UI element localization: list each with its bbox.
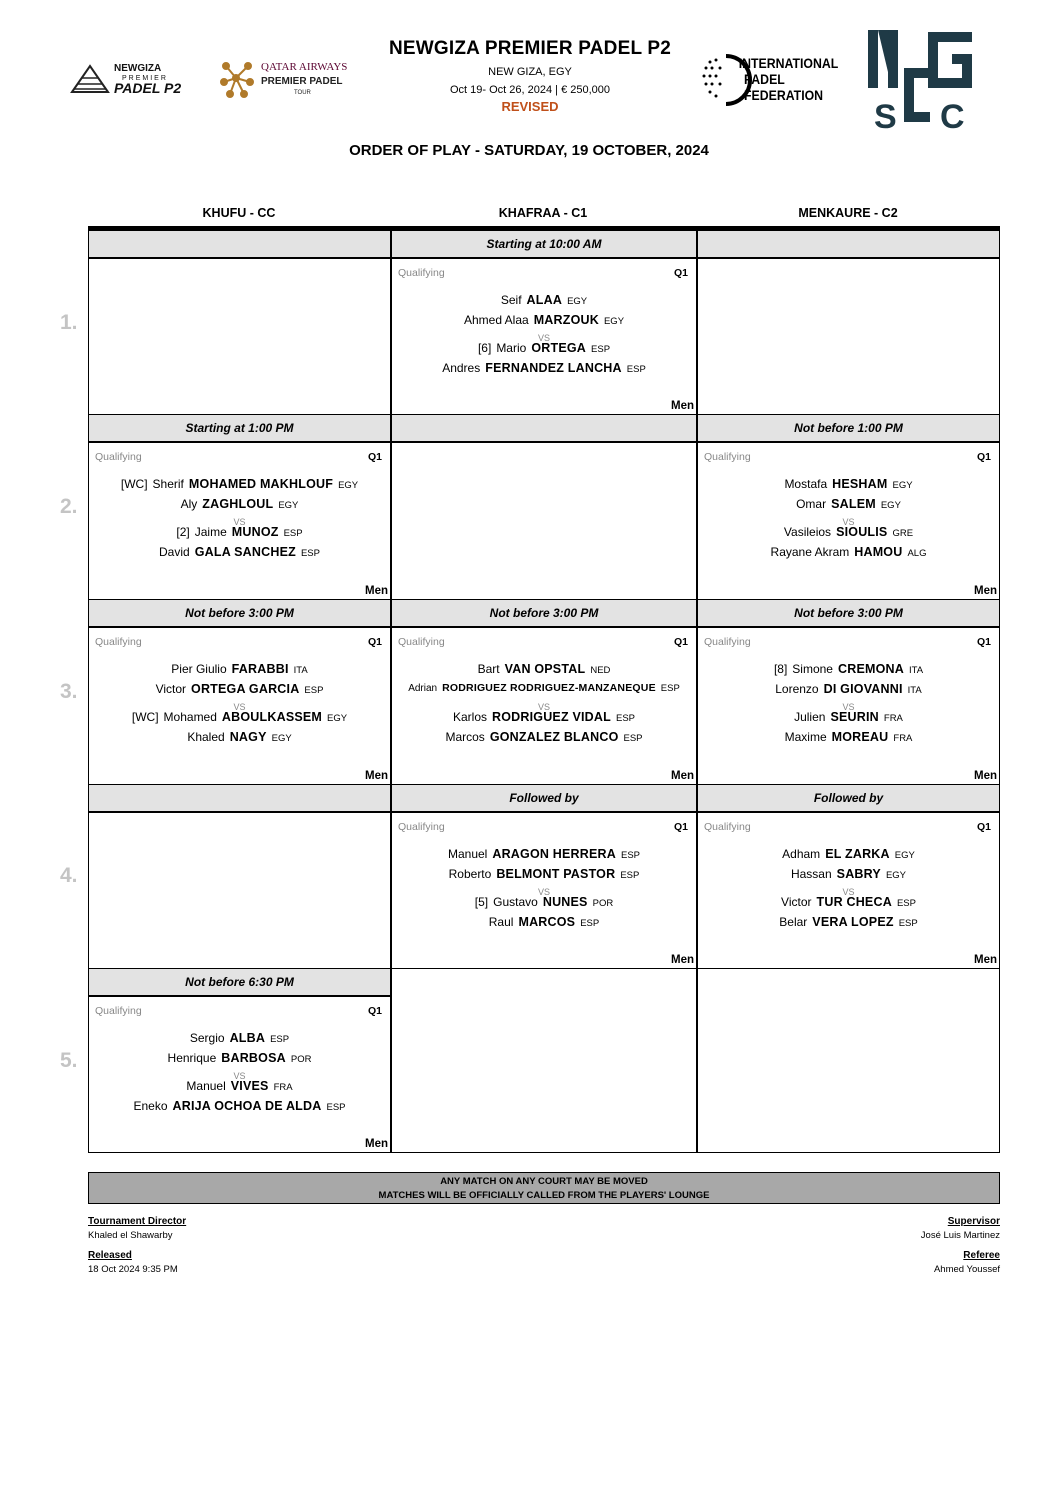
player-row: [698, 545, 999, 559]
title-block: [340, 38, 720, 114]
player-first-name: Mostafa: [784, 477, 828, 491]
released-value: 18 Oct 2024 9:35 PM: [88, 1264, 178, 1275]
qa-logo-line1: QATAR AIRWAYS: [261, 61, 348, 73]
row-number: 5.: [60, 1049, 78, 1072]
player-nationality: ESP: [898, 918, 918, 929]
player-row: [698, 867, 999, 881]
player-first-name: Manuel: [186, 1079, 226, 1093]
player-nationality: EGY: [271, 733, 292, 744]
player-last-name: HAMOU: [854, 545, 903, 559]
versus-label: VS: [537, 887, 550, 897]
empty-slot: [697, 968, 1000, 1153]
time-bar: Followed by: [697, 784, 1000, 813]
player-first-name: Gustavo: [493, 895, 538, 909]
player-last-name: MUNOZ: [231, 525, 279, 539]
round-label: Q1: [367, 451, 382, 463]
versus-label: VS: [233, 517, 246, 527]
svg-text:S: S: [874, 98, 897, 132]
player-nationality: FRA: [883, 713, 903, 724]
category-label: Men: [974, 770, 997, 782]
empty-slot: [391, 968, 697, 1153]
round-label: Q1: [976, 451, 991, 463]
player-first-name: Simone: [792, 662, 833, 676]
player-row: [392, 710, 696, 724]
category-label: Men: [671, 400, 694, 412]
player-last-name: FERNANDEZ LANCHA: [485, 361, 622, 375]
category-label: Men: [974, 585, 997, 597]
qualifying-label: Qualifying: [704, 451, 751, 463]
player-first-name: Manuel: [447, 847, 488, 861]
versus-label: VS: [842, 887, 855, 897]
player-first-name: Eneko: [133, 1099, 168, 1113]
player-last-name: SIOULIS: [836, 525, 888, 539]
player-nationality: ESP: [623, 733, 643, 744]
p2-logo-line1: NEWGIZA: [114, 63, 162, 74]
referee-name: Ahmed Youssef: [933, 1264, 1000, 1275]
player-first-name: David: [159, 545, 190, 559]
player-last-name: BARBOSA: [221, 1051, 286, 1065]
player-row: [698, 477, 999, 491]
category-label: Men: [365, 770, 388, 782]
player-last-name: HESHAM: [832, 477, 888, 491]
player-first-name: Raul: [488, 915, 514, 929]
empty-slot: [391, 442, 697, 600]
player-last-name: GONZALEZ BLANCO: [489, 730, 619, 744]
player-nationality: ESP: [896, 898, 916, 909]
player-seed: [8]: [773, 662, 788, 676]
time-bar: [88, 784, 391, 813]
player-row: [698, 895, 999, 909]
time-bar: [88, 230, 391, 259]
time-bar: Not before 3:00 PM: [697, 599, 1000, 628]
revised-badge: REVISED: [501, 99, 559, 114]
player-nationality: ESP: [660, 683, 680, 694]
player-last-name: BELMONT PASTOR: [496, 867, 616, 881]
time-bar: Starting at 10:00 AM: [391, 230, 697, 259]
player-last-name: ORTEGA: [531, 341, 587, 355]
player-first-name: Hassan: [790, 867, 832, 881]
player-last-name: DI GIOVANNI: [823, 682, 903, 696]
category-label: Men: [671, 770, 694, 782]
player-row: [392, 313, 696, 327]
player-last-name: ALBA: [229, 1031, 266, 1045]
player-row: [89, 1031, 390, 1045]
qualifying-label: Qualifying: [704, 821, 751, 833]
player-seed: [2]: [176, 525, 190, 539]
player-first-name: Maxime: [784, 730, 827, 744]
qualifying-label: Qualifying: [95, 1005, 142, 1017]
player-first-name: Belar: [779, 915, 808, 929]
supervisor-label: Supervisor: [947, 1216, 1000, 1227]
player-nationality: ESP: [591, 344, 611, 355]
match-card[interactable]: [697, 442, 1000, 600]
player-row: [89, 497, 390, 511]
player-last-name: ARIJA OCHOA DE ALDA: [172, 1099, 322, 1113]
qualifying-label: Qualifying: [398, 636, 445, 648]
player-nationality: EGY: [338, 480, 359, 491]
player-row: [392, 682, 696, 694]
player-nationality: ITA: [907, 685, 922, 696]
player-seed: [WC]: [120, 477, 148, 491]
ipf-logo-line3: FEDERATION: [744, 87, 824, 104]
match-card[interactable]: [391, 258, 697, 415]
p2-logo-line3: PADEL P2: [114, 80, 182, 96]
player-last-name: NAGY: [229, 730, 267, 744]
versus-label: VS: [842, 517, 855, 527]
empty-slot: [697, 258, 1000, 415]
player-nationality: POR: [592, 898, 614, 909]
supervisor-name: José Luis Martinez: [920, 1230, 1000, 1241]
player-nationality: ESP: [620, 870, 640, 881]
svg-text:C: C: [940, 98, 965, 132]
time-bar: Not before 3:00 PM: [88, 599, 391, 628]
player-last-name: CREMONA: [837, 662, 904, 676]
player-nationality: EGY: [894, 850, 915, 861]
player-first-name: Bart: [477, 662, 500, 676]
player-nationality: POR: [290, 1054, 312, 1065]
player-last-name: MOHAMED MAKHLOUF: [188, 477, 334, 491]
player-first-name: Adrian: [408, 683, 438, 694]
versus-label: VS: [842, 702, 855, 712]
qualifying-label: Qualifying: [95, 451, 142, 463]
row-number: 2.: [60, 495, 78, 518]
player-last-name: VAN OPSTAL: [504, 662, 586, 676]
player-first-name: Karlos: [452, 710, 487, 724]
player-row: [392, 730, 696, 744]
row-number: 4.: [60, 864, 78, 887]
match-card[interactable]: [88, 627, 391, 785]
match-card[interactable]: [88, 442, 391, 600]
match-card[interactable]: [391, 812, 697, 969]
player-first-name: Vasileios: [783, 525, 832, 539]
qualifying-label: Qualifying: [95, 636, 142, 648]
player-first-name: Mohamed: [163, 710, 217, 724]
ipf-logo-line2: PADEL: [744, 71, 785, 88]
player-row: [698, 662, 999, 676]
player-first-name: Jaime: [194, 525, 227, 539]
player-first-name: Roberto: [448, 867, 492, 881]
versus-label: VS: [537, 702, 550, 712]
match-card[interactable]: [88, 996, 391, 1153]
player-row: [89, 1079, 390, 1093]
versus-label: VS: [233, 702, 246, 712]
player-row: [89, 477, 390, 491]
empty-slot: [88, 258, 391, 415]
qatar-premier-padel-logo: [218, 58, 358, 98]
player-nationality: ESP: [300, 548, 320, 559]
player-last-name: MARZOUK: [533, 313, 599, 327]
court-header: KHAFRAA - C1: [498, 206, 588, 220]
player-row: [698, 730, 999, 744]
player-nationality: ESP: [326, 1102, 346, 1113]
player-nationality: GRE: [892, 528, 914, 539]
referee-label: Referee: [963, 1250, 1000, 1261]
qualifying-label: Qualifying: [704, 636, 751, 648]
court-headers: [88, 206, 1000, 228]
player-seed: [5]: [474, 895, 489, 909]
supervisor: [921, 1216, 1000, 1241]
round-label: Q1: [367, 1005, 382, 1017]
qa-logo-line2: PREMIER PADEL: [261, 76, 343, 87]
row-number: 1.: [60, 311, 78, 334]
player-row: [392, 361, 696, 375]
player-nationality: ESP: [304, 685, 324, 696]
time-bar: Followed by: [391, 784, 697, 813]
player-row: [698, 682, 999, 696]
player-nationality: EGY: [567, 296, 588, 307]
p2-logo-line2: PREMIER: [122, 75, 168, 82]
time-bar: [391, 414, 697, 443]
player-seed: [6]: [477, 341, 492, 355]
player-last-name: NUNES: [542, 895, 588, 909]
director-label: Tournament Director: [88, 1216, 187, 1227]
ipf-logo-line1: INTERNATIONAL: [738, 55, 839, 72]
player-nationality: ESP: [283, 528, 303, 539]
released-info: [88, 1250, 178, 1275]
player-nationality: FRA: [893, 733, 913, 744]
time-bar: Not before 6:30 PM: [88, 968, 391, 997]
player-nationality: ESP: [620, 850, 640, 861]
player-row: [89, 682, 390, 696]
empty-slot: [88, 812, 391, 969]
ngsc-logo: [866, 28, 976, 132]
round-label: Q1: [673, 636, 688, 648]
player-first-name: Mario: [496, 341, 527, 355]
player-first-name: Lorenzo: [775, 682, 819, 696]
category-label: Men: [365, 585, 388, 597]
court-header: MENKAURE - C2: [798, 206, 898, 220]
player-last-name: SABRY: [836, 867, 881, 881]
time-bar: [697, 230, 1000, 259]
player-nationality: EGY: [892, 480, 913, 491]
player-last-name: ABOULKASSEM: [221, 710, 323, 724]
player-row: [698, 497, 999, 511]
director-name: Khaled el Shawarby: [88, 1230, 173, 1241]
player-nationality: NED: [590, 665, 611, 676]
player-seed: [WC]: [131, 710, 159, 724]
player-nationality: ESP: [615, 713, 635, 724]
time-bar: Starting at 1:00 PM: [88, 414, 391, 443]
notice-line: ANY MATCH ON ANY COURT MAY BE MOVED: [440, 1176, 648, 1187]
ipf-logo: [700, 50, 845, 108]
player-last-name: ZAGHLOUL: [202, 497, 274, 511]
player-first-name: Pier Giulio: [171, 662, 227, 676]
player-first-name: Aly: [180, 497, 198, 511]
player-nationality: ITA: [293, 665, 308, 676]
player-first-name: Victor: [155, 682, 187, 696]
match-card[interactable]: [697, 812, 1000, 969]
player-nationality: ITA: [908, 665, 924, 676]
round-label: Q1: [673, 821, 688, 833]
notice-line: MATCHES WILL BE OFFICIALLY CALLED FROM THE PLAYERS' LOUNGE: [378, 1190, 710, 1201]
notice-banner: [88, 1172, 1000, 1204]
player-first-name: Henrique: [167, 1051, 217, 1065]
versus-label: VS: [537, 333, 550, 343]
player-last-name: ARAGON HERRERA: [492, 847, 616, 861]
player-first-name: Andres: [442, 361, 481, 375]
match-card[interactable]: [391, 627, 697, 785]
tournament-title: NEWGIZA PREMIER PADEL P2: [388, 38, 672, 59]
player-row: [89, 1099, 390, 1113]
player-last-name: ORTEGA GARCIA: [191, 682, 300, 696]
player-last-name: MARCOS: [518, 915, 576, 929]
player-nationality: ESP: [580, 918, 600, 929]
match-card[interactable]: [697, 627, 1000, 785]
round-label: Q1: [976, 821, 991, 833]
header: [0, 0, 1058, 140]
player-row: [392, 662, 696, 676]
round-label: Q1: [976, 636, 991, 648]
player-row: [392, 341, 696, 355]
player-first-name: Sergio: [189, 1031, 225, 1045]
player-nationality: EGY: [278, 500, 299, 511]
category-label: Men: [974, 954, 997, 966]
time-bar: Not before 1:00 PM: [697, 414, 1000, 443]
player-row: [392, 847, 696, 861]
player-row: [89, 525, 390, 539]
qualifying-label: Qualifying: [398, 821, 445, 833]
player-first-name: Marcos: [445, 730, 485, 744]
player-row: [698, 710, 999, 724]
player-first-name: Seif: [500, 293, 522, 307]
player-last-name: TUR CHECA: [816, 895, 892, 909]
player-last-name: SALEM: [831, 497, 876, 511]
released-label: Released: [88, 1250, 132, 1261]
qualifying-label: Qualifying: [398, 267, 445, 279]
player-nationality: EGY: [885, 870, 907, 881]
player-first-name: Ahmed Alaa: [463, 313, 529, 327]
player-row: [89, 730, 390, 744]
row-number: 3.: [60, 680, 78, 703]
player-nationality: EGY: [880, 500, 901, 511]
versus-label: VS: [233, 1071, 246, 1081]
player-last-name: MOREAU: [831, 730, 889, 744]
newgiza-p2-logo: [70, 60, 212, 98]
qa-logo-line3: TOUR: [294, 90, 311, 96]
player-last-name: RODRIGUEZ VIDAL: [492, 710, 611, 724]
player-nationality: EGY: [603, 316, 625, 327]
player-nationality: FRA: [273, 1082, 293, 1093]
round-label: Q1: [367, 636, 382, 648]
player-first-name: Omar: [796, 497, 827, 511]
tournament-director: [88, 1216, 186, 1241]
player-first-name: Adham: [782, 847, 821, 861]
player-last-name: SEURIN: [830, 710, 879, 724]
player-first-name: Victor: [781, 895, 812, 909]
player-last-name: FARABBI: [231, 662, 289, 676]
player-first-name: Sherif: [152, 477, 184, 491]
player-row: [89, 662, 390, 676]
player-first-name: Julien: [794, 710, 826, 724]
player-last-name: VERA LOPEZ: [812, 915, 894, 929]
player-last-name: VIVES: [230, 1079, 269, 1093]
player-row: [698, 525, 999, 539]
player-row: [698, 847, 999, 861]
player-last-name: ALAA: [526, 293, 563, 307]
player-last-name: GALA SANCHEZ: [194, 545, 296, 559]
player-row: [698, 915, 999, 929]
court-header: KHUFU - CC: [202, 206, 276, 220]
order-of-play-heading: ORDER OF PLAY - SATURDAY, 19 OCTOBER, 2024: [349, 142, 709, 159]
player-row: [89, 545, 390, 559]
player-row: [392, 915, 696, 929]
tournament-dates: Oct 19- Oct 26, 2024 | € 250,000: [449, 84, 610, 96]
player-row: [392, 867, 696, 881]
player-row: [89, 710, 390, 724]
player-nationality: ESP: [626, 364, 646, 375]
player-row: [89, 1051, 390, 1065]
player-first-name: Khaled: [187, 730, 225, 744]
player-nationality: ESP: [270, 1034, 290, 1045]
player-last-name: RODRIGUEZ RODRIGUEZ-MANZANEQUE: [442, 682, 656, 694]
player-nationality: ALG: [907, 548, 927, 559]
player-nationality: EGY: [327, 713, 348, 724]
player-row: [392, 895, 696, 909]
category-label: Men: [671, 954, 694, 966]
referee: [934, 1250, 1000, 1275]
tournament-location: NEW GIZA, EGY: [488, 66, 572, 78]
time-bar: Not before 3:00 PM: [391, 599, 697, 628]
player-first-name: Rayane Akram: [770, 545, 850, 559]
player-row: [392, 293, 696, 307]
round-label: Q1: [673, 267, 688, 279]
player-last-name: EL ZARKA: [825, 847, 890, 861]
category-label: Men: [365, 1138, 388, 1150]
